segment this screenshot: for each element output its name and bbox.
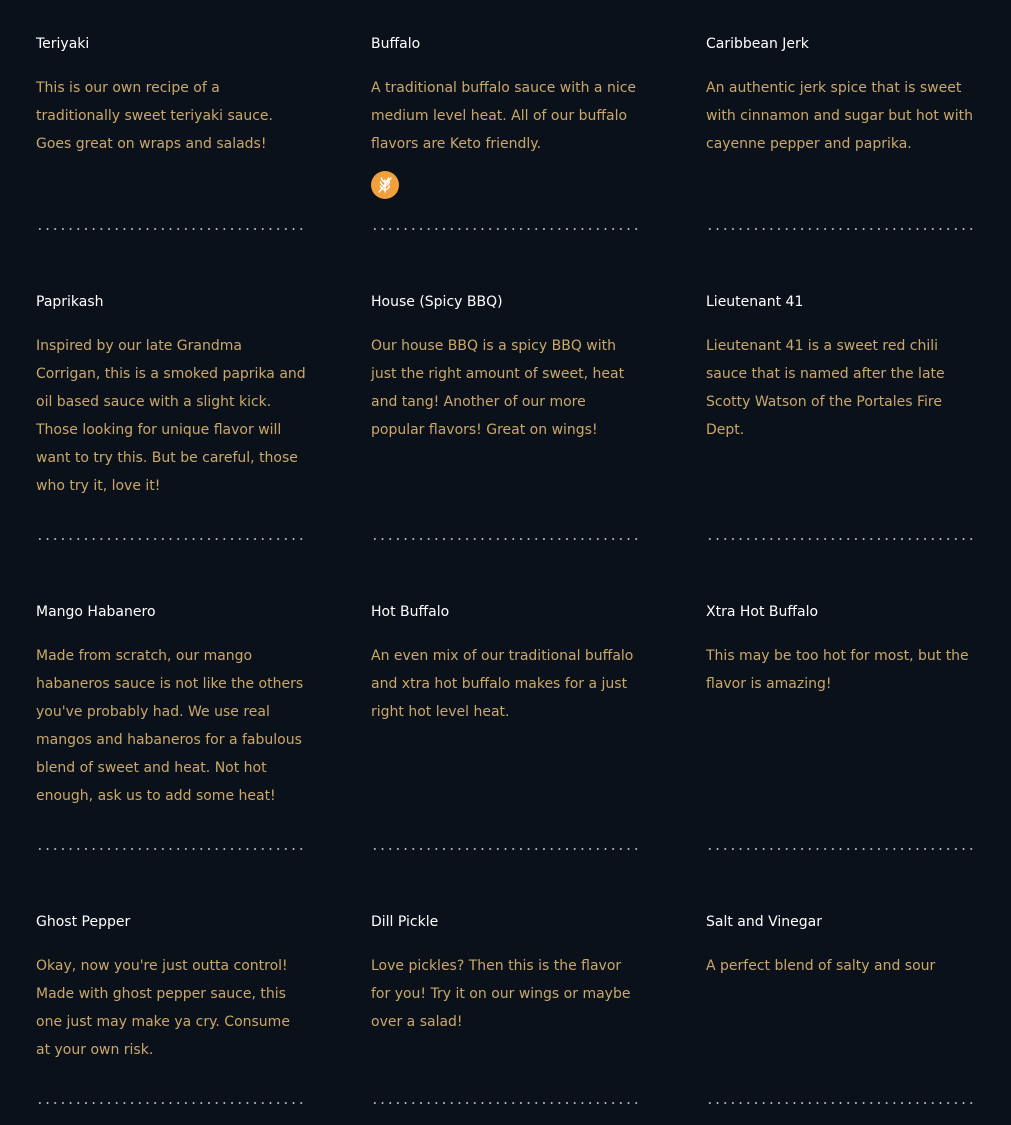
dotted-divider [36,228,306,230]
flavor-description: This may be too hot for most, but the flavor is amazing! [706,648,969,692]
dotted-divider [706,538,976,540]
flavor-title: Ghost Pepper [36,914,131,930]
gluten-free-wheat-icon [371,171,399,199]
flavor-title: Caribbean Jerk [706,36,809,52]
flavor-description: A traditional buffalo sauce with a nice medium level heat. All of our buffalo flavors are Keto friendly. [371,80,637,152]
flavor-description: Love pickles? Then this is the flavor for you! Try it on our wings or maybe over a salad! [371,958,631,1030]
flavor-title: Xtra Hot Buffalo [706,604,819,620]
flavor-title: Dill Pickle [371,914,439,930]
dotted-divider [371,848,641,850]
flavor-description: Our house BBQ is a spicy BBQ with just the right amount of sweet, heat and tang! Another of our more popular flavors! Great on wings! [371,338,625,438]
flavor-title: Hot Buffalo [371,604,450,620]
flavor-description: Inspired by our late Grandma Corrigan, this is a smoked paprika and oil based sauce with a slight kick. Those looking for unique flavor will want to try this. But be careful, those who try it, love it! [36,338,306,494]
dotted-divider [36,848,306,850]
flavor-description: This is our own recipe of a traditionally sweet teriyaki sauce. Goes great on wraps and salads! [36,80,273,152]
dotted-divider [706,848,976,850]
flavor-title: House (Spicy BBQ) [371,294,503,310]
dotted-divider [371,228,641,230]
flavor-title: Salt and Vinegar [706,914,822,930]
dotted-divider [371,538,641,540]
flavor-title: Paprikash [36,294,104,310]
flavor-description: An authentic jerk spice that is sweet with cinnamon and sugar but hot with cayenne pepper and paprika. [706,80,973,152]
flavor-description: Made from scratch, our mango habaneros sauce is not like the others you've probably had. We use real mangos and habaneros for a fabulous blend of sweet and heat. Not hot enough, ask us to add some heat! [36,648,304,804]
flavor-description: Lieutenant 41 is a sweet red chili sauce that is named after the late Scotty Watson of the Portales Fire Dept. [706,338,945,438]
dotted-divider [706,228,976,230]
dotted-divider [36,538,306,540]
flavor-description: An even mix of our traditional buffalo and xtra hot buffalo makes for a just right hot level heat. [371,648,634,720]
dotted-divider [371,1102,641,1104]
flavor-description: A perfect blend of salty and sour [706,958,936,974]
dotted-divider [706,1102,976,1104]
flavor-title: Buffalo [371,36,421,52]
flavor-description: Okay, now you're just outta control! Made with ghost pepper sauce, this one just may make ya cry. Consume at your own risk. [36,958,290,1058]
flavor-title: Mango Habanero [36,604,156,620]
flavor-title: Lieutenant 41 [706,294,804,310]
flavor-title: Teriyaki [36,36,90,52]
dotted-divider [36,1102,306,1104]
